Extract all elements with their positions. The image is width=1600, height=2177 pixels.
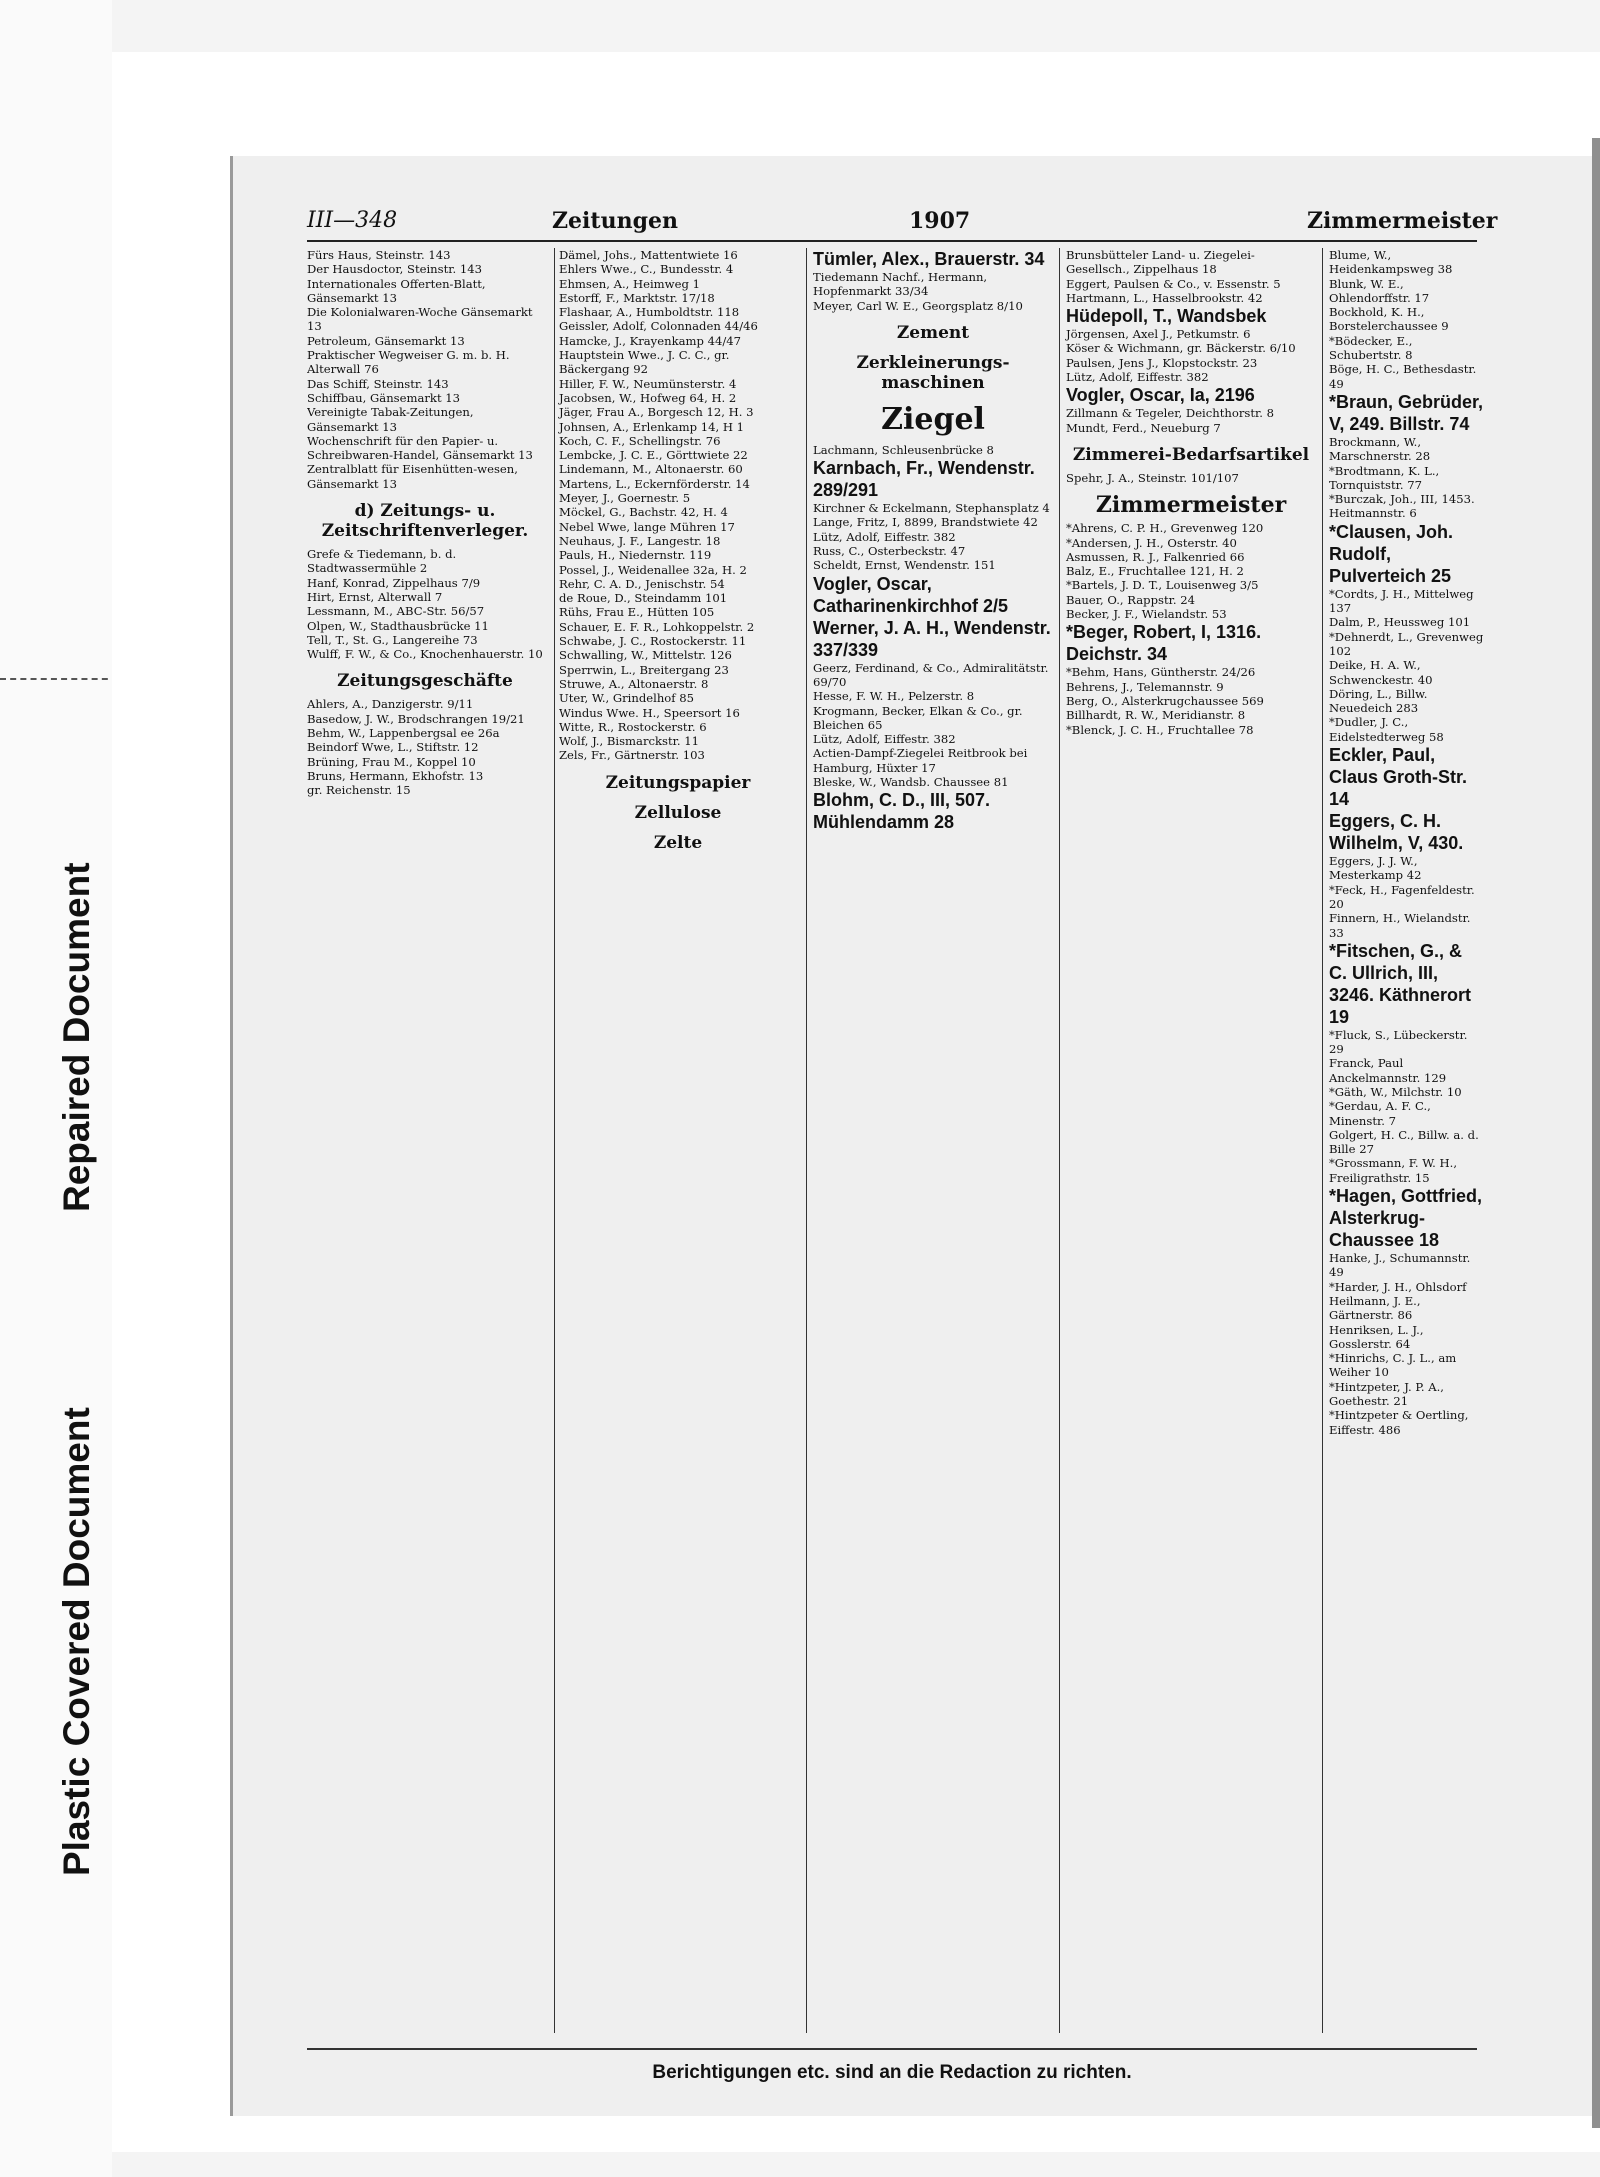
list-item: Ehmsen, A., Heimweg 1	[559, 276, 700, 291]
list-item: Possel, J., Weidenallee 32a, H. 2	[559, 562, 747, 577]
list-item: *Dudler, J. C., Eidelstedterweg 58	[1329, 715, 1444, 744]
list-item: *Ahrens, C. P. H., Grevenweg 120	[1066, 521, 1264, 536]
list-item: Vereinigte Tabak-Zeitungen, Gänsemarkt 13	[307, 405, 474, 434]
list-item: Köser & Wichmann, gr. Bäckerstr. 6/10	[1066, 341, 1296, 356]
list-item: Windus Wwe. H., Speersort 16	[559, 705, 740, 720]
header-left-title: Zeitungen	[552, 208, 678, 234]
list-item: Behm, W., Lappenbergsal ee 26a	[307, 726, 500, 741]
list-item: Grefe & Tiedemann, b. d. Stadtwassermühle 2	[307, 547, 457, 576]
list-item: Blohm, C. D., III, 507. Mühlendamm 28	[813, 790, 991, 833]
section-heading: Zimmerei-Bedarfsartikel	[1072, 444, 1310, 465]
list-item: *Beger, Robert, I, 1316. Deichstr. 34	[1066, 622, 1262, 665]
list-item: Hanf, Konrad, Zippelhaus 7/9	[307, 575, 481, 590]
list-item: Tell, T., St. G., Langereihe 73	[307, 632, 478, 647]
list-item: *Harder, J. H., Ohlsdorf	[1329, 1279, 1467, 1294]
list-item: Henriksen, L. J., Gosslerstr. 64	[1329, 1322, 1424, 1351]
section-heading: Zeitungsgeschäfte	[337, 671, 513, 692]
list-item: Eggert, Paulsen & Co., v. Essenstr. 5	[1066, 276, 1281, 291]
list-item: Becker, J. F., Wielandstr. 53	[1066, 607, 1227, 622]
list-item: Der Hausdoctor, Steinstr. 143	[307, 262, 483, 277]
list-item: Bockhold, K. H., Borstelerchaussee 9	[1329, 305, 1449, 334]
list-item: Hüdepoll, T., Wandsbek	[1066, 306, 1267, 327]
list-item: Tiedemann Nachf., Hermann, Hopfenmarkt 33/34	[813, 270, 988, 299]
list-item: Werner, J. A. H., Wendenstr. 337/339	[813, 617, 1051, 660]
column-2	[554, 248, 797, 2033]
list-item: Möckel, G., Bachstr. 42, H. 4	[559, 505, 728, 520]
footer-note: Berichtigungen etc. sind an die Redaction zu richten.	[307, 2048, 1477, 2084]
list-item: Russ, C., Osterbeckstr. 47	[813, 544, 966, 559]
list-item: gr. Reichenstr. 15	[307, 783, 411, 798]
list-item: *Fitschen, G., & C. Ullrich, III, 3246. Käthnerort 19	[1329, 940, 1472, 1027]
list-item: Neuhaus, J. F., Langestr. 18	[559, 533, 721, 548]
list-item: Ehlers Wwe., C., Bundesstr. 4	[559, 262, 734, 277]
list-item: de Roue, D., Steindamm 101	[559, 591, 728, 606]
list-item: Schauer, E. F. R., Lohkoppelstr. 2	[559, 619, 755, 634]
list-item: *Hintzpeter & Oertling, Eiffestr. 486	[1329, 1408, 1469, 1437]
list-item: Das Schiff, Steinstr. 143	[307, 376, 449, 391]
list-item: Deike, H. A. W., Schwenckestr. 40	[1329, 658, 1433, 687]
section-heading: Ziegel	[881, 401, 985, 437]
list-item: Lütz, Adolf, Eiffestr. 382	[813, 529, 956, 544]
section-heading: Zelte	[653, 832, 703, 853]
list-item: *Gerdau, A. F. C., Minenstr. 7	[1329, 1099, 1431, 1128]
list-item: Lütz, Adolf, Eiffestr. 382	[813, 732, 956, 747]
list-item: Scheldt, Ernst, Wendenstr. 151	[813, 558, 996, 573]
list-item: Zentralblatt für Eisenhütten-wesen, Gänsemarkt 13	[307, 462, 518, 491]
list-item: Actien-Dampf-Ziegelei Reitbrook bei Hamburg, Hüxter 17	[813, 746, 1028, 775]
list-item: Hartmann, L., Hasselbrookstr. 42	[1066, 290, 1263, 305]
list-item: Uter, W., Grindelhof 85	[559, 691, 695, 706]
section-heading: Zellulose	[634, 802, 722, 823]
sidebar	[0, 0, 112, 2177]
list-item: *Blenck, J. C. H., Fruchtallee 78	[1066, 722, 1254, 737]
list-item: *Hintzpeter, J. P. A., Goethestr. 21	[1329, 1379, 1444, 1409]
list-item: Kirchner & Eckelmann, Stephansplatz 4	[813, 501, 1050, 516]
columns	[307, 248, 1484, 2033]
list-item: Wulff, F. W., & Co., Knochenhauerstr. 10	[307, 647, 543, 662]
section-heading: Zeitungspapier	[605, 772, 751, 793]
column-5	[1322, 248, 1484, 2033]
list-item: Martens, L., Eckernförderstr. 14	[559, 476, 750, 491]
right-binding-edge	[1592, 138, 1600, 2128]
list-item: Koch, C. F., Schellingstr. 76	[559, 433, 721, 448]
list-item: Lembcke, J. C. E., Görttwiete 22	[559, 448, 748, 463]
list-item: *Gäth, W., Milchstr. 10	[1329, 1084, 1462, 1099]
list-item: Die Kolonialwaren-Woche Gänsemarkt 13	[307, 305, 533, 334]
section-heading: Zement	[896, 322, 970, 343]
list-item: Internationales Offerten-Blatt, Gänsemarkt 13	[307, 276, 486, 305]
list-item: Eggers, J. J. W., Mesterkamp 42	[1329, 854, 1422, 883]
list-item: Basedow, J. W., Brodschrangen 19/21	[307, 711, 525, 726]
list-item: Schwalling, W., Mittelstr. 126	[559, 648, 732, 663]
list-item: Praktischer Wegweiser G. m. b. H. Alterwall 76	[307, 348, 510, 377]
directory-page	[230, 156, 1595, 2116]
list-item: Golgert, H. C., Billw. a. d. Bille 27	[1329, 1127, 1479, 1157]
section-heading: Zerkleinerungs-maschinen	[856, 352, 1010, 393]
list-item: Franck, Paul Anckelmannstr. 129	[1329, 1056, 1447, 1085]
header-year: 1907	[909, 208, 971, 234]
list-item: Tümler, Alex., Brauerstr. 34	[813, 249, 1045, 269]
list-item: Struwe, A., Altonaerstr. 8	[559, 676, 709, 691]
list-item: Geerz, Ferdinand, & Co., Admiralitätstr. 69/70	[813, 660, 1049, 689]
scan-area	[112, 52, 1600, 2152]
page-number: III—348	[307, 208, 398, 233]
header-right-title: Zimmermeister	[1307, 208, 1498, 234]
list-item: Wochenschrift für den Papier- u. Schreibwaren-Handel, Gänsemarkt 13	[307, 433, 533, 463]
list-item: Blume, W., Heidenkampsweg 38	[1329, 248, 1453, 277]
list-item: Sperrwin, L., Breitergang 23	[559, 662, 729, 677]
list-item: Pauls, H., Niedernstr. 119	[559, 548, 712, 563]
list-item: Lütz, Adolf, Eiffestr. 382	[1066, 370, 1209, 385]
list-item: Fürs Haus, Steinstr. 143	[307, 248, 451, 262]
list-item: Eckler, Paul, Claus Groth-Str. 14	[1329, 745, 1468, 810]
list-item: *Burczak, Joh., III, 1453. Heitmannstr. 6	[1329, 492, 1475, 521]
list-item: Meyer, J., Goernestr. 5	[559, 491, 691, 506]
list-item: *Bödecker, E., Schubertstr. 8	[1329, 333, 1413, 363]
list-item: Lachmann, Schleusenbrücke 8	[813, 442, 994, 457]
list-item: Brunsbütteler Land- u. Ziegelei-Gesellsch., Zippelhaus 18	[1066, 248, 1255, 277]
list-item: Balz, E., Fruchtallee 121, H. 2	[1066, 564, 1244, 579]
list-item: Olpen, W., Stadthausbrücke 11	[307, 618, 489, 633]
section-heading: d) Zeitungs- u. Zeitschriftenverleger.	[321, 501, 529, 542]
list-item: Bleske, W., Wandsb. Chaussee 81	[813, 775, 1009, 790]
list-item: *Bartels, J. D. T., Louisenweg 3/5	[1066, 578, 1259, 593]
list-item: Hanke, J., Schumannstr. 49	[1329, 1251, 1471, 1280]
list-item: Finnern, H., Wielandstr. 33	[1329, 911, 1471, 940]
list-item: Heilmann, J. E., Gärtnerstr. 86	[1329, 1293, 1421, 1323]
list-item: Schwabe, J. C., Rostockerstr. 11	[559, 634, 747, 649]
list-item: Lange, Fritz, I, 8899, Brandstwiete 42	[813, 515, 1038, 530]
list-item: Böge, H. C., Bethesdastr. 49	[1329, 362, 1477, 391]
list-item: Döring, L., Billw. Neuedeich 283	[1329, 686, 1428, 716]
list-item: Schiffbau, Gänsemarkt 13	[307, 390, 461, 405]
list-item: Krogmann, Becker, Elkan & Co., gr. Bleichen 65	[813, 703, 1023, 732]
list-item: *Clausen, Joh. Rudolf, Pulverteich 25	[1329, 521, 1454, 586]
list-item: *Hagen, Gottfried, Alsterkrug-Chaussee 18	[1329, 1186, 1483, 1251]
list-item: Lessmann, M., ABC-Str. 56/57	[307, 604, 485, 619]
list-item: Petroleum, Gänsemarkt 13	[307, 333, 465, 348]
list-item: Wolf, J., Bismarckstr. 11	[559, 734, 700, 749]
list-item: Witte, R., Rostockerstr. 6	[559, 719, 707, 734]
list-item: Lindemann, M., Altonaerstr. 60	[559, 462, 743, 477]
column-3	[806, 248, 1053, 2033]
list-item: Meyer, Carl W. E., Georgsplatz 8/10	[813, 298, 1023, 313]
list-item: Mundt, Ferd., Neueburg 7	[1066, 420, 1221, 435]
list-item: Bauer, O., Rappstr. 24	[1066, 592, 1196, 607]
list-item: Flashaar, A., Humboldtstr. 118	[559, 305, 740, 320]
list-item: Johnsen, A., Erlenkamp 14, H 1	[559, 419, 745, 434]
list-item: *Hinrichs, C. J. L., am Weiher 10	[1329, 1351, 1457, 1380]
list-item: Hauptstein Wwe., J. C. C., gr. Bäckergang 92	[559, 348, 730, 377]
list-item: Bruns, Hermann, Ekhofstr. 13	[307, 768, 484, 783]
plastic-covered-label: Plastic Covered Document	[56, 1407, 97, 1876]
list-item: Jacobsen, W., Hofweg 64, H. 2	[559, 390, 737, 405]
list-item: Behrens, J., Telemannstr. 9	[1066, 679, 1224, 694]
list-item: Hirt, Ernst, Alterwall 7	[307, 589, 443, 604]
list-item: Hamcke, J., Krayenkamp 44/47	[559, 333, 742, 348]
list-item: Vogler, Oscar, Catharinenkirchhof 2/5	[813, 573, 1009, 616]
list-item: *Behm, Hans, Güntherstr. 24/26	[1066, 665, 1256, 680]
list-item: Hesse, F. W. H., Pelzerstr. 8	[813, 689, 975, 704]
list-item: Hiller, F. W., Neumünsterstr. 4	[559, 376, 737, 391]
list-item: Berg, O., Alsterkrugchaussee 569	[1066, 693, 1264, 708]
list-item: Dämel, Johs., Mattentwiete 16	[559, 248, 738, 262]
list-item: Brüning, Frau M., Koppel 10	[307, 754, 476, 769]
list-item: *Feck, H., Fagenfeldestr. 20	[1329, 882, 1475, 911]
list-item: Paulsen, Jens J., Klopstockstr. 23	[1066, 355, 1258, 370]
list-item: Nebel Wwe, lange Mühren 17	[559, 519, 735, 534]
list-item: *Fluck, S., Lübeckerstr. 29	[1329, 1027, 1468, 1057]
list-item: Karnbach, Fr., Wendenstr. 289/291	[813, 458, 1035, 501]
list-item: Spehr, J. A., Steinstr. 101/107	[1066, 470, 1239, 485]
dashed-divider	[0, 678, 118, 680]
column-4	[1059, 248, 1316, 2033]
list-item: Rühs, Frau E., Hütten 105	[559, 605, 715, 620]
list-item: Estorff, F., Marktstr. 17/18	[559, 290, 715, 305]
list-item: Ahlers, A., Danzigerstr. 9/11	[307, 697, 474, 712]
list-item: *Dehnerdt, L., Grevenweg 102	[1329, 629, 1484, 658]
list-item: Zillmann & Tegeler, Deichthorstr. 8	[1066, 406, 1274, 421]
section-heading: Zimmermeister	[1095, 492, 1287, 519]
list-item: Geissler, Adolf, Colonnaden 44/46	[559, 319, 758, 334]
list-item: Blunk, W. E., Ohlendorffstr. 17	[1329, 276, 1430, 305]
column-1	[307, 248, 547, 2033]
list-item: *Grossmann, F. W. H., Freiligrathstr. 15	[1329, 1156, 1458, 1185]
list-item: *Cordts, J. H., Mittelweg 137	[1329, 586, 1474, 616]
list-item: Rehr, C. A. D., Jenischstr. 54	[559, 576, 725, 591]
list-item: Billhardt, R. W., Meridianstr. 8	[1066, 708, 1246, 723]
list-item: Eggers, C. H. Wilhelm, V, 430.	[1329, 811, 1464, 854]
list-item: Dalm, P., Heussweg 101	[1329, 615, 1471, 630]
list-item: Beindorf Wwe, L., Stiftstr. 12	[307, 740, 479, 755]
repaired-document-label: Repaired Document	[56, 862, 97, 1212]
list-item: Asmussen, R. J., Falkenried 66	[1066, 549, 1245, 564]
page-header	[307, 204, 1498, 242]
list-item: Vogler, Oscar, Ia, 2196	[1066, 385, 1255, 406]
list-item: Zels, Fr., Gärtnerstr. 103	[559, 748, 705, 763]
list-item: *Braun, Gebrüder, V, 249. Billstr. 74	[1329, 391, 1484, 434]
list-item: Brockmann, W., Marschnerstr. 28	[1329, 434, 1431, 464]
list-item: Jörgensen, Axel J., Petkumstr. 6	[1066, 327, 1251, 342]
list-item: Jäger, Frau A., Borgesch 12, H. 3	[559, 405, 754, 420]
list-item: *Andersen, J. H., Osterstr. 40	[1066, 535, 1237, 550]
list-item: *Brodtmann, K. L., Tornquiststr. 77	[1329, 463, 1440, 492]
